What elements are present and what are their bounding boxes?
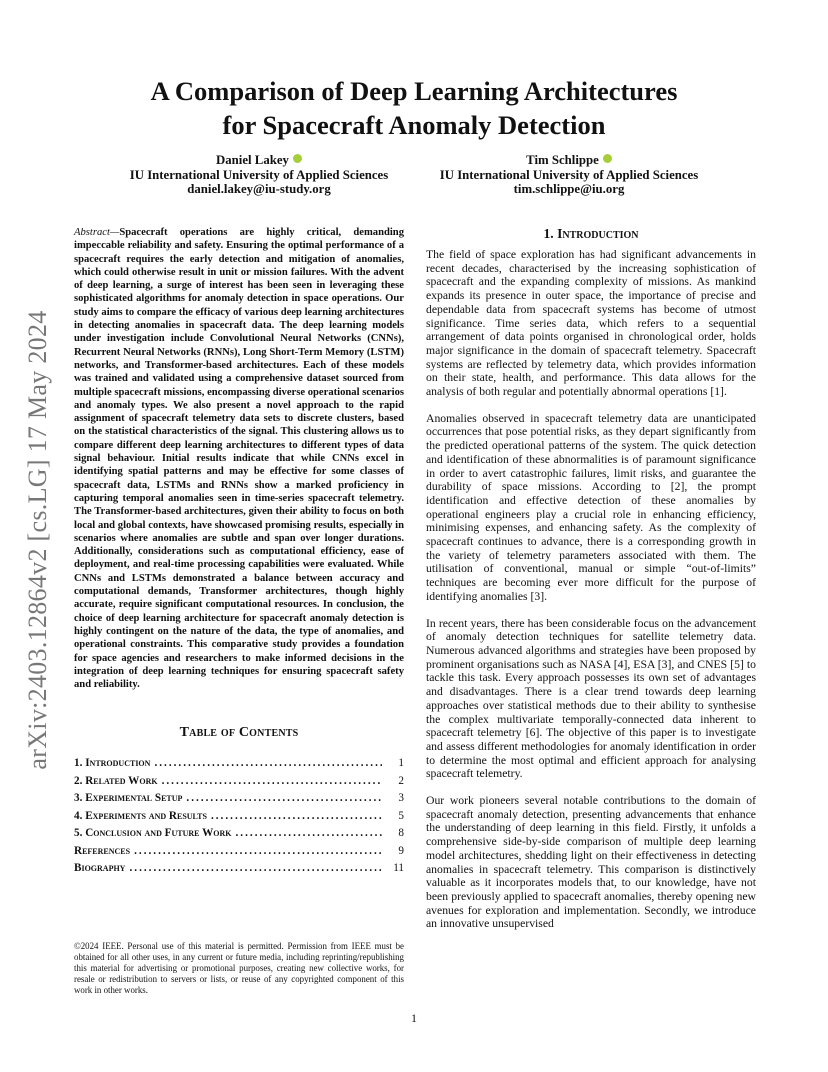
body-paragraph: Anomalies observed in spacecraft telemetry data are unanticipated occurrences that pose potential risks, as they depart significantly from the predicted operational patterns of the system. The quick detection and identification of these abnormalities is of paramount significance in order to avert catastrophic failures, limit risks, and guarantee the durability of space missions. According to [2], the prompt identification and effective detection of these anomalies by operational engineers play a crucial role in enhancing efficiency, minimising expenses, and enhancing safety. As the complexity of spacecraft continues to advance, there is a corresponding growth in the variety of telemetry parameters associated with them. The utilisation of conventional, manual or simple “out-of-limits” techniques are becoming ever more difficult for the purpose of identifying anomalies [3]. <box>426 411 756 603</box>
author-name-1: Daniel Lakey <box>216 153 289 167</box>
toc-entry[interactable] <box>74 843 404 861</box>
toc-entry-label: 5. Conclusion and Future Work <box>74 827 232 840</box>
copyright-notice: ©2024 IEEE. Personal use of this material is permitted. Permission from IEEE must be obtained for all other uses, in any current or future media, including reprinting/republishing this material for advertising or promotional purposes, creating new collective works, for resale or redistribution to servers or lists, or reuse of any copyrighted component of this work in other works. <box>74 941 404 995</box>
left-column <box>74 226 404 878</box>
table-of-contents <box>74 755 404 878</box>
body-paragraph: Our work pioneers several notable contributions to the domain of spacecraft anomaly detection, presenting advancements that enhance the understanding of deep learning in this field. Firstly, it unfolds a comprehensive side-by-side comparison of multiple deep learning model architectures, shedding light on their effectiveness in detecting anomalies in spacecraft telemetry. This comparison is distinctively valuable as it incorporates models that, to our knowledge, have not been previously applied to spacecraft anomalies, thereby opening new avenues for exploration and implementation. Secondly, we introduce an innovative unsupervised <box>426 794 756 931</box>
toc-title: Table of Contents <box>179 725 299 741</box>
paper-title <box>0 74 828 142</box>
author-email-1[interactable]: daniel.lakey@iu-study.org <box>187 182 331 196</box>
section-title: Introduction <box>557 226 639 241</box>
abstract-lead: Abstract— <box>74 227 120 238</box>
toc-entry[interactable] <box>74 773 404 791</box>
toc-entry-label: 1. Introduction <box>74 757 151 770</box>
toc-entry-page: 5 <box>398 809 404 822</box>
section-heading <box>426 226 756 242</box>
body-paragraph: In recent years, there has been considerable focus on the advancement of anomaly detection techniques for satellite telemetry data. Numerous advanced algorithms and strategies have been proposed by prominent organisations such as NASA [4], ESA [3], and CNES [5] to tackle this task. Every approach possesses its own set of advantages and disadvantages. There is a clear trend towards deep learning approaches over statistical methods due to their ability to synthesise the complex multivariate temporally-connected data inherent to spacecraft telemetry [6]. The objective of this paper is to investigate and assess different methodologies for anomaly identification in order to determine the most optimal and efficient approach for analysing spacecraft telemetry. <box>426 616 756 781</box>
author-block-2 <box>428 153 710 197</box>
abstract-text: Spacecraft operations are highly critical, demanding impeccable reliability and safety. Ensuring the optimal performance of a spacecraft requires the early detection and mitigation of anomalies, which could otherwise result in unit or mission failures. With the advent of deep learning, a surge of interest has been seen in leveraging these sophisticated algorithms for anomaly detection in space operations. Our study aims to compare the efficacy of various deep learning architectures in detecting anomalies in spacecraft data. The deep learning models under investigation include Convolutional Neural Networks (CNNs), Recurrent Neural Networks (RNNs), Long Short-Term Memory (LSTM) networks, and Transformer-based architectures. Each of these models was trained and validated using a comprehensive dataset sourced from multiple spacecraft missions, encompassing diverse operational scenarios and anomaly types. We also present a novel approach to the rapid assignment of spacecraft telemetry data sets to discrete clusters, based on the statistical characteristics of the signal. This clustering allows us to compare different deep learning architectures to different types of data signal behaviour. Initial results indicate that while CNNs excel in identifying spatial patterns and may be effective for some classes of spacecraft data, LSTMs and RNNs show a marked proficiency in capturing temporal anomalies seen in time-series spacecraft telemetry. The Transformer-based architectures, given their ability to focus on both local and global contexts, have showcased promising results, especially in scenarios where anomalies are subtle and span over longer durations. Additionally, considerations such as computational efficiency, ease of deployment, and real-time processing capabilities were evaluated. While CNNs and LSTMs demonstrated a balance between accuracy and computational demands, Transformer architectures, though highly accurate, require significant computational resources. In conclusion, the choice of deep learning architecture for spacecraft anomaly detection is highly contingent on the nature of the data, the type of anomalies, and operational constraints. This comparative study provides a foundation for space agencies and researchers to make informed decisions in the integration of deep learning techniques for ensuring spacecraft safety and reliability. <box>74 227 404 691</box>
right-column <box>426 226 756 944</box>
toc-entry-page: 8 <box>398 827 404 840</box>
author-affiliation-1: IU International University of Applied Sciences <box>129 167 389 182</box>
toc-entry-label: 4. Experiments and Results <box>74 809 207 822</box>
toc-leader-dots <box>154 755 382 773</box>
toc-entry-page: 1 <box>398 757 404 770</box>
toc-entry-label: 2. Related Work <box>74 774 158 787</box>
title-line-1: A Comparison of Deep Learning Architectures <box>150 76 678 106</box>
toc-entry-label: References <box>74 844 131 857</box>
page-number: 1 <box>411 1011 417 1025</box>
author-block-1 <box>118 153 400 197</box>
toc-leader-dots <box>186 790 382 808</box>
toc-entry-page: 11 <box>393 862 404 875</box>
author-name-2: Tim Schlippe <box>526 153 599 167</box>
toc-leader-dots <box>129 860 382 878</box>
toc-entry[interactable] <box>74 790 404 808</box>
toc-entry[interactable] <box>74 825 404 843</box>
toc-entry-label: Biography <box>74 862 126 875</box>
author-affiliation-2: IU International University of Applied Sciences <box>439 167 699 182</box>
toc-leader-dots <box>236 825 383 843</box>
toc-entry-page: 2 <box>398 774 404 787</box>
toc-leader-dots <box>162 773 382 791</box>
author-email-2[interactable]: tim.schlippe@iu.org <box>513 182 625 196</box>
orcid-icon[interactable] <box>603 154 612 163</box>
toc-entry[interactable] <box>74 808 404 826</box>
title-line-2: for Spacecraft Anomaly Detection <box>222 110 606 140</box>
abstract <box>74 226 404 691</box>
toc-entry-label: 3. Experimental Setup <box>74 792 183 805</box>
toc-entry[interactable] <box>74 860 404 878</box>
toc-entry-page: 3 <box>398 792 404 805</box>
toc-entry-page: 9 <box>398 844 404 857</box>
body-paragraph: The field of space exploration has had significant advancements in recent decades, characterised by the increasing sophistication of spacecraft and the expanding complexity of missions. As mankind expands its presence in outer space, the importance of precise and dependable data from spacecraft systems has become of utmost significance. Time series data, which refers to a sequential arrangement of data points organised in chronological order, holds major significance in the domain of spacecraft telemetry. Spacecraft systems are reflected by telemetry data, which provides information on their state, health, and performance. This data allows for the analysis of both regular and potentially abnormal operations [1]. <box>426 248 756 399</box>
arxiv-stamp: arXiv:2403.12864v2 [cs.LG] 17 May 2024 <box>23 310 52 770</box>
toc-leader-dots <box>134 843 382 861</box>
toc-entry[interactable] <box>74 755 404 773</box>
section-number: 1. <box>543 226 554 241</box>
toc-leader-dots <box>211 808 382 826</box>
orcid-icon[interactable] <box>293 154 302 163</box>
